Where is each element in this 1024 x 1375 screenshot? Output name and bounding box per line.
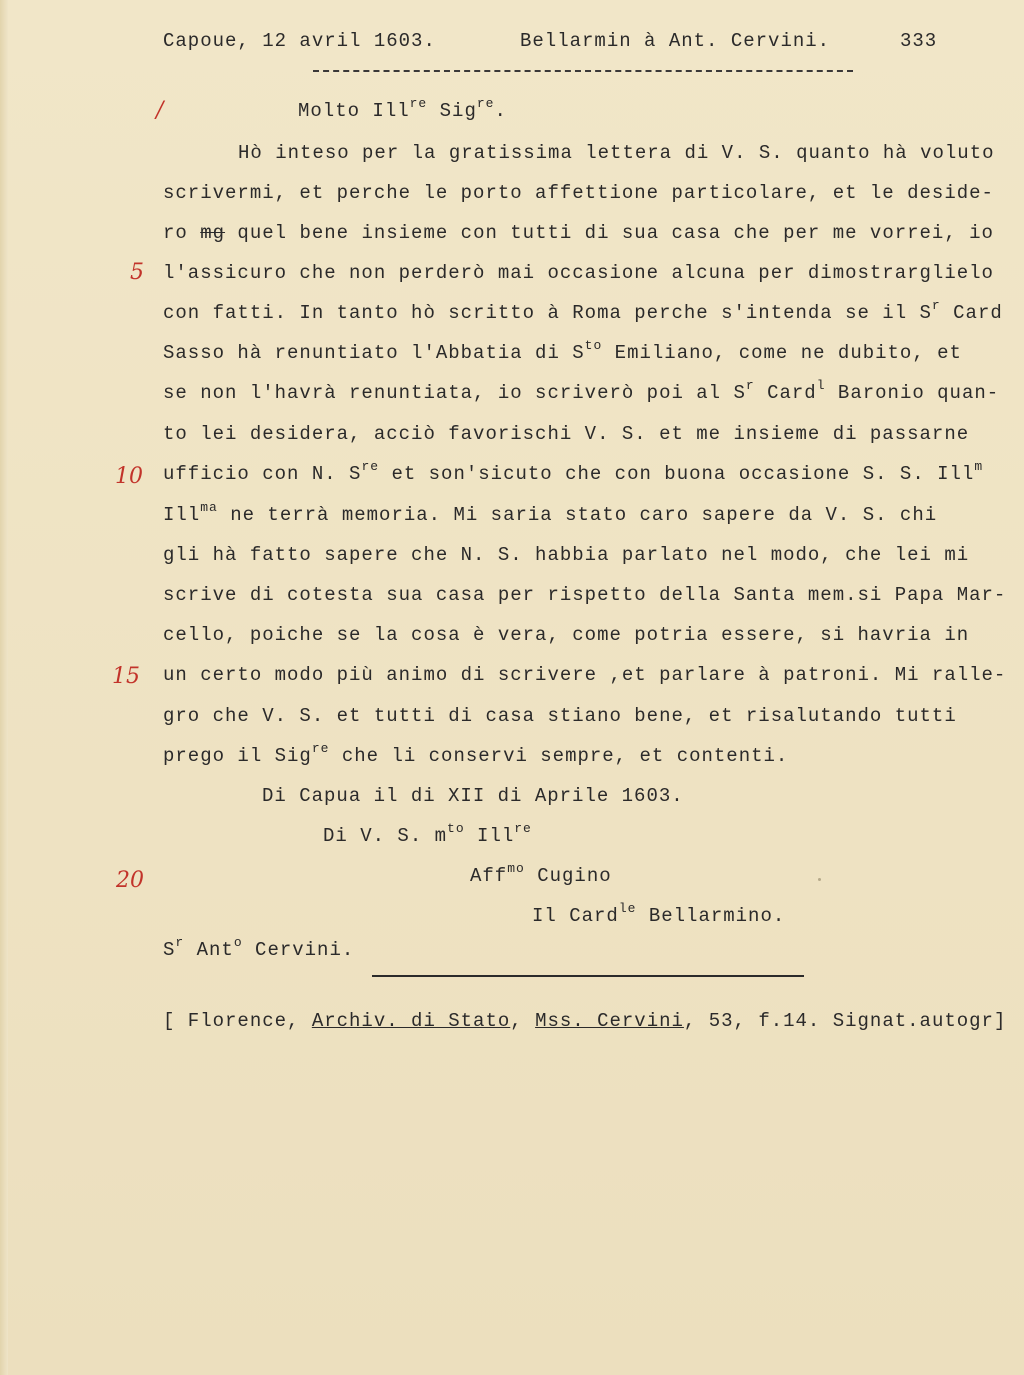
signature-a: Il Card [532,905,619,927]
closing-line-2 [323,821,532,847]
paper-edge [0,0,8,1375]
page-number: 333 [900,30,938,52]
margin-number-15: 15 [112,664,140,689]
addressee [163,935,355,961]
closing-line-2-sup-2: re [514,821,532,836]
body-line-4: l'assicuro che non perderò mai occasione alcuna per dimostrarglielo [163,262,994,284]
running-header [0,30,1024,56]
body-line-10-a: Ill [163,504,201,526]
margin-number-10: 10 [115,464,143,489]
source-archive: Archiv. di Stato [311,1010,511,1032]
body-line-7 [163,378,1000,404]
body-line-3-a: ro [163,222,201,244]
header-title: Bellarmin à Ant. Cervini. [520,30,831,52]
closing-line-3-sup: mo [507,861,525,876]
salutation-text-2: Sig [427,100,477,122]
closing-date: Di Capua il di XII di Aprile 1603. [262,785,684,807]
closing-line-2-sup-1: to [447,821,465,836]
body-line-10-b: ne terrà memoria. Mi saria stato caro sapere da V. S. chi [217,504,938,526]
addressee-b: Ant [184,939,234,961]
source-note [163,1010,1006,1032]
body-line-10-sup: ma [200,500,218,515]
body-line-9-sup-1: re [361,459,380,474]
addressee-a: S [163,939,176,961]
closing-line-2-b: Ill [464,825,515,847]
body-line-3-b: quel bene insieme con tutti di sua casa che per me vorrei, io [225,222,994,244]
addressee-sup-2: o [233,935,243,950]
body-line-7-sup-1: r [745,378,755,393]
salutation-sup-1: re [409,96,428,111]
source-open: [ Florence, [163,1010,312,1032]
closing-line-3-a: Aff [470,865,508,887]
struck-letters: mg [200,222,226,244]
body-line-7-a: se non l'havrà renuntiata, io scriverò poi al S [163,382,746,404]
body-line-9 [163,459,984,485]
body-line-5-b: Card [940,302,1003,324]
body-line-7-b: Card [754,382,817,404]
salutation [298,96,507,122]
body-line-13: cello, poiche se la cosa è vera, come potria essere, si havria in [163,624,970,646]
signature-b: Bellarmino. [636,905,786,927]
body-line-7-sup-2: l [816,378,826,393]
margin-number-20: 20 [116,868,144,893]
body-line-9-b: et son'sicuto che con buona occasione S. S. Ill [379,463,975,485]
signature-sup: le [618,901,637,916]
paper-speck [818,878,821,881]
body-line-9-a: ufficio con N. S [163,463,362,485]
body-line-10 [163,500,938,526]
salutation-text-3: . [494,100,507,122]
body-line-3 [163,222,994,244]
signature-line [532,901,786,927]
body-line-6-sup: to [584,338,603,353]
addressee-c: Cervini. [242,939,355,961]
source-rest: , 53, f.14. Signat.autogr] [683,1010,1007,1032]
margin-number-5: 5 [130,260,144,285]
body-line-5-sup: r [931,298,941,313]
footer-divider [372,975,804,977]
body-line-14: un certo modo più animo di scrivere ,et parlare à patroni. Mi ralle- [163,664,1007,686]
closing-line-3-b: Cugino [524,865,612,887]
body-line-16-sup: re [311,741,330,756]
body-line-9-sup-2: m [974,459,984,474]
body-line-5-a: con fatti. In tanto hò scritto à Roma perche s'intenda se il S [163,302,932,324]
body-line-11: gli hà fatto sapere che N. S. habbia parlato nel modo, che lei mi [163,544,970,566]
closing-line-2-a: Di V. S. m [323,825,448,847]
salutation-sup-2: re [476,96,495,111]
body-line-15: gro che V. S. et tutti di casa stiano bene, et risalutando tutti [163,705,957,727]
body-line-1: Hò inteso per la gratissima lettera di V. S. quanto hà voluto [238,142,995,164]
body-line-12: scrive di cotesta sua casa per rispetto della Santa mem.si Papa Mar- [163,584,1007,606]
body-line-16-a: prego il Sig [163,745,312,767]
body-line-5 [163,298,1003,324]
source-comma: , [510,1010,536,1032]
body-line-16-b: che li conservi sempre, et contenti. [329,745,789,767]
closing-line-3 [470,861,612,887]
body-line-6-a: Sasso hà renuntiato l'Abbatia di S [163,342,585,364]
source-collection: Mss. Cervini [535,1010,684,1032]
body-line-2: scrivermi, et perche le porto affettione particolare, et le deside- [163,182,994,204]
body-line-6 [163,338,962,364]
header-divider [313,70,853,72]
addressee-sup-1: r [175,935,185,950]
body-line-8: to lei desidera, acciò favorischi V. S. et me insieme di passarne [163,423,970,445]
body-line-6-b: Emiliano, come ne dubito, et [602,342,962,364]
body-line-16 [163,741,789,767]
margin-number-1: / [156,98,164,123]
salutation-text-1: Molto Ill [298,100,410,122]
body-line-7-c: Baronio quan- [825,382,1000,404]
header-place-date: Capoue, 12 avril 1603. [163,30,436,52]
